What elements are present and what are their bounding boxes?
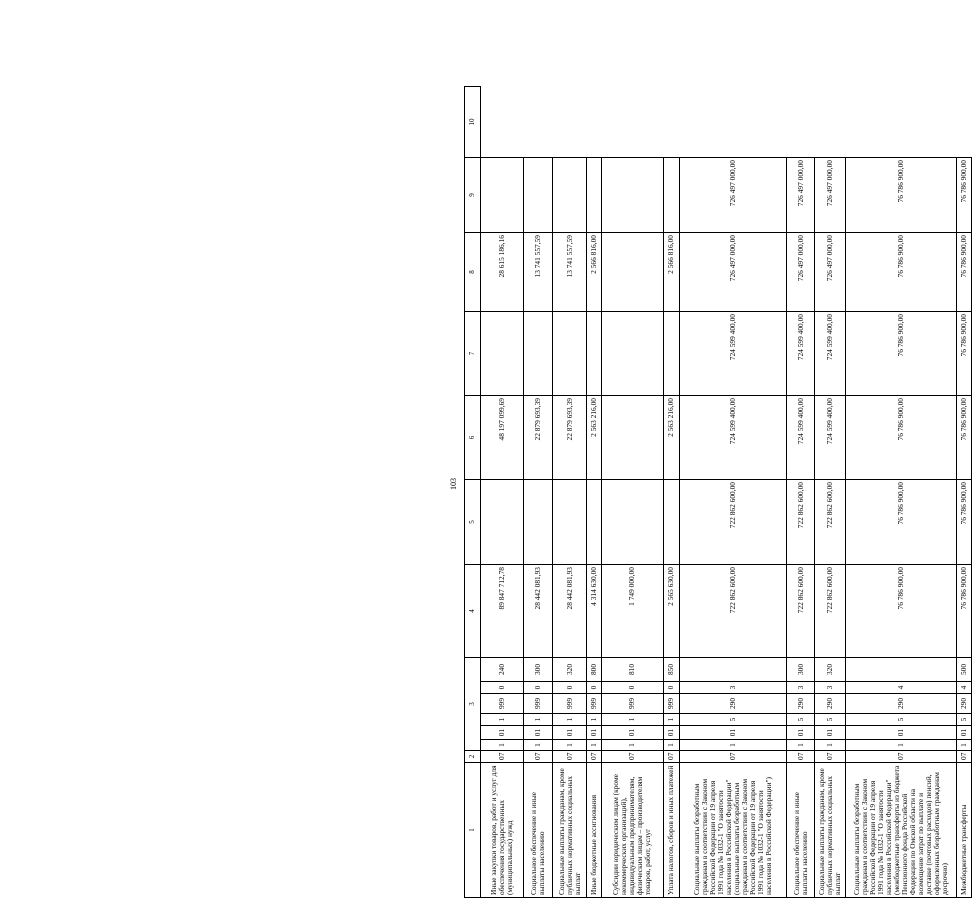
row-code-3: 01 bbox=[523, 726, 552, 740]
row-name: Иные бюджетные ассигнования bbox=[586, 763, 601, 898]
row-amount-7: 724 599 400,00 bbox=[815, 396, 845, 480]
row-amount-6 bbox=[601, 480, 663, 565]
row-amount-10 bbox=[586, 158, 601, 233]
document-sheet bbox=[2, 65, 969, 903]
row-amount-9: 726 497 000,00 bbox=[815, 233, 845, 312]
row-code-3: 01 bbox=[586, 726, 601, 740]
row-amount-6 bbox=[663, 480, 679, 565]
row-amount-6 bbox=[523, 480, 552, 565]
row-amount-8: 724 599 400,00 bbox=[786, 312, 814, 396]
row-amount-7: 76 786 900,00 bbox=[845, 396, 957, 480]
row-amount-7: 22 879 693,39 bbox=[523, 396, 552, 480]
row-amount-10 bbox=[480, 158, 523, 233]
page-number: 103 bbox=[449, 478, 458, 490]
row-amount-8 bbox=[601, 312, 663, 396]
row-code-2: 1 bbox=[786, 740, 814, 751]
row-vr bbox=[679, 658, 786, 682]
row-amount-5: 722 862 600,00 bbox=[679, 565, 786, 658]
column-number-3: 3 bbox=[465, 658, 481, 751]
row-code-4: 5 bbox=[815, 714, 845, 726]
row-amount-10 bbox=[553, 158, 587, 233]
row-code-5: 999 bbox=[601, 694, 663, 714]
column-number-8: 8 bbox=[465, 233, 481, 312]
row-code-3: 01 bbox=[480, 726, 523, 740]
table-body bbox=[465, 87, 972, 898]
row-code-2: 1 bbox=[586, 740, 601, 751]
row-amount-6: 722 862 600,00 bbox=[679, 480, 786, 565]
row-code-2: 1 bbox=[553, 740, 587, 751]
row-name: Социальное обеспечение и иные выплаты населению bbox=[786, 763, 814, 898]
row-code-5: 290 bbox=[679, 694, 786, 714]
row-amount-5: 1 749 000,00 bbox=[601, 565, 663, 658]
row-amount-10 bbox=[663, 158, 679, 233]
row-amount-9: 13 741 557,59 bbox=[553, 233, 587, 312]
row-amount-7 bbox=[601, 396, 663, 480]
row-code-5: 999 bbox=[553, 694, 587, 714]
row-amount-9: 726 497 000,00 bbox=[786, 233, 814, 312]
budget-table bbox=[464, 86, 972, 898]
row-amount-6: 76 786 900,00 bbox=[957, 480, 972, 565]
row-amount-5: 2 565 630,00 bbox=[663, 565, 679, 658]
row-amount-8: 76 786 900,00 bbox=[957, 312, 972, 396]
row-code-5: 290 bbox=[786, 694, 814, 714]
row-code-3: 01 bbox=[553, 726, 587, 740]
row-vr bbox=[845, 658, 957, 682]
row-vr: 850 bbox=[663, 658, 679, 682]
row-amount-5: 89 847 712,78 bbox=[480, 565, 523, 658]
row-code-1: 07 bbox=[957, 751, 972, 763]
column-number-9: 9 bbox=[465, 158, 481, 233]
row-amount-7: 2 563 216,00 bbox=[663, 396, 679, 480]
row-code-6: 0 bbox=[601, 682, 663, 694]
table-row bbox=[586, 87, 601, 898]
row-amount-9 bbox=[601, 233, 663, 312]
row-amount-10: 76 786 900,00 bbox=[957, 158, 972, 233]
row-code-1: 07 bbox=[786, 751, 814, 763]
row-amount-5: 28 442 081,93 bbox=[523, 565, 552, 658]
column-number-2: 2 bbox=[465, 751, 481, 763]
column-number-5: 5 bbox=[465, 480, 481, 565]
row-amount-8: 724 599 400,00 bbox=[679, 312, 786, 396]
column-number-1: 1 bbox=[465, 763, 481, 898]
table-row bbox=[523, 87, 552, 898]
row-code-3: 01 bbox=[815, 726, 845, 740]
row-code-2: 1 bbox=[480, 740, 523, 751]
row-amount-8: 724 599 400,00 bbox=[815, 312, 845, 396]
row-amount-7: 76 786 900,00 bbox=[957, 396, 972, 480]
row-code-6: 0 bbox=[480, 682, 523, 694]
row-amount-7: 22 879 693,39 bbox=[553, 396, 587, 480]
row-code-4: 1 bbox=[586, 714, 601, 726]
row-code-5: 999 bbox=[480, 694, 523, 714]
row-code-6: 4 bbox=[957, 682, 972, 694]
table-row bbox=[679, 87, 786, 898]
table-row bbox=[957, 87, 972, 898]
row-amount-7: 48 197 099,69 bbox=[480, 396, 523, 480]
row-code-6: 0 bbox=[663, 682, 679, 694]
row-vr: 300 bbox=[786, 658, 814, 682]
row-code-1: 07 bbox=[586, 751, 601, 763]
row-code-6: 4 bbox=[845, 682, 957, 694]
row-amount-9: 28 615 186,16 bbox=[480, 233, 523, 312]
row-code-6: 3 bbox=[815, 682, 845, 694]
row-code-5: 290 bbox=[845, 694, 957, 714]
row-amount-7: 724 599 400,00 bbox=[679, 396, 786, 480]
row-code-1: 07 bbox=[601, 751, 663, 763]
row-code-1: 07 bbox=[480, 751, 523, 763]
row-vr: 300 bbox=[523, 658, 552, 682]
table-row bbox=[815, 87, 845, 898]
row-amount-6: 722 862 600,00 bbox=[786, 480, 814, 565]
row-code-4: 1 bbox=[601, 714, 663, 726]
row-amount-9: 76 786 900,00 bbox=[957, 233, 972, 312]
row-amount-8: 76 786 900,00 bbox=[845, 312, 957, 396]
row-amount-10 bbox=[601, 158, 663, 233]
row-vr: 800 bbox=[586, 658, 601, 682]
row-amount-10: 726 497 000,00 bbox=[786, 158, 814, 233]
row-code-5: 290 bbox=[815, 694, 845, 714]
row-vr: 320 bbox=[553, 658, 587, 682]
row-code-2: 1 bbox=[957, 740, 972, 751]
row-amount-10: 76 786 900,00 bbox=[845, 158, 957, 233]
table-row bbox=[845, 87, 957, 898]
row-code-3: 01 bbox=[957, 726, 972, 740]
row-vr: 810 bbox=[601, 658, 663, 682]
row-amount-9: 2 566 816,00 bbox=[663, 233, 679, 312]
row-amount-10: 726 497 000,00 bbox=[679, 158, 786, 233]
row-code-1: 07 bbox=[553, 751, 587, 763]
row-code-6: 0 bbox=[586, 682, 601, 694]
row-name: Уплата налогов, сборов и иных платежей bbox=[663, 763, 679, 898]
row-code-3: 01 bbox=[663, 726, 679, 740]
row-amount-9: 2 566 816,00 bbox=[586, 233, 601, 312]
table-row bbox=[553, 87, 587, 898]
row-name: Социальные выплаты безработным гражданам в соответствии с Законом Российской Федерации от 19 апреля 1991 года № 1032-1 "О занятости населения в Российской Федерации" (социальные выплаты безработным гражданам в соответствии с Законом Российской Федерации от 19 апреля 1991 года № 1032-1 "О занятости населения в Российской Федерации") bbox=[679, 763, 786, 898]
row-amount-8 bbox=[523, 312, 552, 396]
row-name: Социальные выплаты безработным гражданам в соответствии с Законом Российской Федерации от 19 апреля 1991 года № 1032-1 "О занятости населения в Российской Федерации" (межбюджетные трансферты из бюджета Пенсионного фонда Российской Федерации по Омской области на возмещение затрат по выплате и доставке (почтовых расходов) пенсий, оформленных безработным гражданам досрочно) bbox=[845, 763, 957, 898]
row-code-2: 1 bbox=[679, 740, 786, 751]
column-number-4: 4 bbox=[465, 565, 481, 658]
row-code-6: 0 bbox=[553, 682, 587, 694]
row-amount-5: 722 862 600,00 bbox=[815, 565, 845, 658]
row-code-4: 5 bbox=[786, 714, 814, 726]
row-amount-6 bbox=[586, 480, 601, 565]
row-code-4: 5 bbox=[845, 714, 957, 726]
row-name: Социальные выплаты гражданам, кроме публичных нормативных социальных выплат bbox=[553, 763, 587, 898]
row-amount-6 bbox=[553, 480, 587, 565]
row-amount-10: 726 497 000,00 bbox=[815, 158, 845, 233]
table-row bbox=[663, 87, 679, 898]
row-code-5: 290 bbox=[957, 694, 972, 714]
row-code-1: 07 bbox=[679, 751, 786, 763]
row-amount-5: 76 786 900,00 bbox=[957, 565, 972, 658]
row-amount-8 bbox=[553, 312, 587, 396]
table-row bbox=[480, 87, 523, 898]
row-code-2: 1 bbox=[663, 740, 679, 751]
row-code-2: 1 bbox=[523, 740, 552, 751]
row-code-1: 07 bbox=[663, 751, 679, 763]
row-amount-5: 28 442 081,93 bbox=[553, 565, 587, 658]
row-code-3: 01 bbox=[601, 726, 663, 740]
row-code-4: 1 bbox=[663, 714, 679, 726]
row-code-3: 01 bbox=[786, 726, 814, 740]
row-amount-5: 4 314 630,00 bbox=[586, 565, 601, 658]
row-name: Субсидии юридическим лицам (кроме некоммерческих организаций), индивидуальным предпринимателям, физическим лицам – производителям товаров, работ, услуг bbox=[601, 763, 663, 898]
row-code-1: 07 bbox=[815, 751, 845, 763]
row-amount-9: 76 786 900,00 bbox=[845, 233, 957, 312]
row-code-5: 999 bbox=[586, 694, 601, 714]
row-amount-10 bbox=[523, 158, 552, 233]
row-vr: 240 bbox=[480, 658, 523, 682]
row-code-4: 5 bbox=[957, 714, 972, 726]
row-amount-8 bbox=[586, 312, 601, 396]
row-code-4: 1 bbox=[480, 714, 523, 726]
table-row bbox=[601, 87, 663, 898]
row-code-2: 1 bbox=[601, 740, 663, 751]
row-name: Социальное обеспечение и иные выплаты населению bbox=[523, 763, 552, 898]
row-name: Социальные выплаты гражданам, кроме публичных нормативных социальных выплат bbox=[815, 763, 845, 898]
row-amount-8 bbox=[663, 312, 679, 396]
row-code-4: 1 bbox=[523, 714, 552, 726]
column-number-6: 6 bbox=[465, 396, 481, 480]
row-code-2: 1 bbox=[845, 740, 957, 751]
row-code-1: 07 bbox=[845, 751, 957, 763]
row-amount-9: 726 497 000,00 bbox=[679, 233, 786, 312]
column-number-row bbox=[465, 87, 481, 898]
row-amount-9: 13 741 557,59 bbox=[523, 233, 552, 312]
column-number-10: 10 bbox=[465, 87, 481, 158]
row-amount-6: 722 862 600,00 bbox=[815, 480, 845, 565]
row-code-2: 1 bbox=[815, 740, 845, 751]
row-name: Иные закупки товаров, работ и услуг для обеспечения государственных (муниципальных) нужд bbox=[480, 763, 523, 898]
table-row bbox=[786, 87, 814, 898]
row-amount-6: 76 786 900,00 bbox=[845, 480, 957, 565]
row-amount-7: 724 599 400,00 bbox=[786, 396, 814, 480]
row-code-5: 999 bbox=[663, 694, 679, 714]
row-code-6: 3 bbox=[786, 682, 814, 694]
row-code-4: 5 bbox=[679, 714, 786, 726]
row-code-6: 0 bbox=[523, 682, 552, 694]
row-code-1: 07 bbox=[523, 751, 552, 763]
row-vr: 320 bbox=[815, 658, 845, 682]
row-code-3: 01 bbox=[845, 726, 957, 740]
row-amount-7: 2 563 216,00 bbox=[586, 396, 601, 480]
row-vr: 500 bbox=[957, 658, 972, 682]
row-amount-5: 76 786 900,00 bbox=[845, 565, 957, 658]
row-amount-8 bbox=[480, 312, 523, 396]
row-code-3: 01 bbox=[679, 726, 786, 740]
row-amount-5: 722 862 600,00 bbox=[786, 565, 814, 658]
row-code-4: 1 bbox=[553, 714, 587, 726]
row-code-5: 999 bbox=[523, 694, 552, 714]
row-amount-6 bbox=[480, 480, 523, 565]
row-code-6: 3 bbox=[679, 682, 786, 694]
column-number-7: 7 bbox=[465, 312, 481, 396]
row-name: Межбюджетные трансферты bbox=[957, 763, 972, 898]
